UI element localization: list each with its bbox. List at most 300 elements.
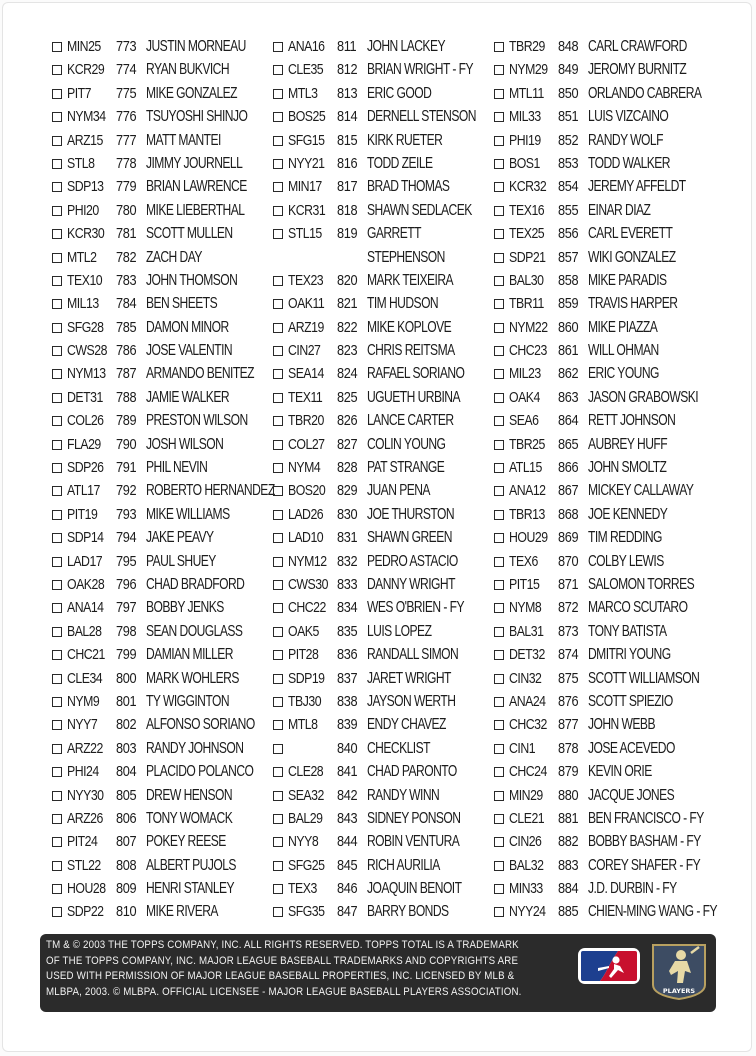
player-name: CHIEN-MING WANG - FY	[588, 903, 718, 921]
checkbox-icon[interactable]	[494, 510, 504, 520]
checkbox-icon[interactable]	[494, 580, 504, 590]
card-number: 794	[116, 529, 137, 547]
team-code: PHI20	[67, 201, 99, 219]
player-name: CARL CRAWFORD	[588, 38, 687, 55]
checklist-entry	[273, 317, 491, 340]
checkbox-icon[interactable]	[494, 720, 504, 730]
checkbox-icon[interactable]	[273, 89, 283, 99]
checkbox-icon[interactable]	[494, 650, 504, 660]
team-code: LAD10	[288, 529, 324, 547]
checkbox-icon[interactable]	[52, 89, 62, 99]
checkbox-icon[interactable]	[52, 791, 62, 801]
player-name: MIKE LIEBERTHAL	[146, 201, 245, 219]
checkbox-icon[interactable]	[273, 346, 283, 356]
checkbox-icon[interactable]	[273, 697, 283, 707]
player-name: UGUETH URBINA	[367, 388, 460, 406]
card-number: 798	[116, 622, 137, 640]
card-number: 871	[558, 575, 579, 593]
checklist-entry	[52, 434, 270, 457]
checkbox-icon[interactable]	[494, 393, 504, 403]
checklist-entry	[273, 363, 491, 386]
card-number: 869	[558, 529, 579, 547]
card-number: 884	[558, 880, 579, 898]
checkbox-icon[interactable]	[52, 416, 62, 426]
checkbox-icon[interactable]	[494, 533, 504, 543]
checkbox-icon[interactable]	[273, 627, 283, 637]
checklist-entry	[494, 317, 712, 340]
card-number: 801	[116, 692, 137, 710]
team-code: BAL30	[509, 271, 544, 289]
team-code: ATL17	[67, 482, 100, 500]
checklist-entry	[494, 270, 712, 293]
checkbox-icon[interactable]	[273, 299, 283, 309]
checkbox-icon[interactable]	[273, 206, 283, 216]
checkbox-icon[interactable]	[273, 650, 283, 660]
card-number: 881	[558, 809, 579, 827]
player-name: RETT JOHNSON	[588, 412, 676, 430]
checkbox-icon[interactable]	[273, 603, 283, 613]
card-number: 810	[116, 903, 137, 921]
player-name: POKEY REESE	[146, 833, 226, 851]
checklist-entry	[52, 901, 270, 924]
checkbox-icon[interactable]	[273, 416, 283, 426]
card-number: 844	[337, 833, 358, 851]
checkbox-icon[interactable]	[494, 299, 504, 309]
team-code: KCR32	[509, 178, 547, 196]
player-name: BOBBY JENKS	[146, 599, 224, 617]
checkbox-icon[interactable]	[52, 580, 62, 590]
checkbox-icon[interactable]	[494, 463, 504, 473]
checklist-entry	[52, 668, 270, 691]
checkbox-icon[interactable]	[52, 229, 62, 239]
checkbox-icon[interactable]	[52, 907, 62, 917]
team-code: NYY21	[288, 154, 325, 172]
checklist-entry	[52, 176, 270, 199]
checklist-entry	[273, 785, 491, 808]
player-name: BEN SHEETS	[146, 295, 218, 313]
checkbox-icon[interactable]	[273, 557, 283, 567]
player-name: MIKE PIAZZA	[588, 318, 658, 336]
checkbox-icon[interactable]	[52, 206, 62, 216]
team-code: SFG15	[288, 131, 325, 149]
checkbox-icon[interactable]	[52, 767, 62, 777]
checklist-entry	[52, 761, 270, 784]
checkbox-icon[interactable]	[52, 650, 62, 660]
checkbox-icon[interactable]	[52, 346, 62, 356]
checklist-entry	[494, 363, 712, 386]
card-number: 787	[116, 365, 137, 383]
team-code: CHC32	[509, 716, 547, 734]
card-number: 851	[558, 108, 579, 126]
team-code: TBR13	[509, 505, 545, 523]
checkbox-icon[interactable]	[494, 814, 504, 824]
card-number: 797	[116, 599, 137, 617]
checkbox-icon[interactable]	[494, 253, 504, 263]
team-code: OAK4	[509, 388, 540, 406]
player-name: SCOTT MULLEN	[146, 225, 233, 243]
checkbox-icon[interactable]	[52, 253, 62, 263]
checkbox-icon[interactable]	[52, 323, 62, 333]
team-code: CLE34	[67, 669, 103, 687]
player-name: JAMIE WALKER	[146, 388, 230, 406]
card-number: 800	[116, 669, 137, 687]
checkbox-icon[interactable]	[494, 627, 504, 637]
player-name: JOSE VALENTIN	[146, 342, 233, 360]
checkbox-icon[interactable]	[273, 767, 283, 777]
player-name: ZACH DAY	[146, 248, 202, 266]
checklist-entry	[273, 270, 491, 293]
team-code: MTL3	[288, 84, 318, 102]
player-name: TIM REDDING	[588, 529, 662, 547]
checkbox-icon[interactable]	[52, 533, 62, 543]
card-number: 834	[337, 599, 358, 617]
checkbox-icon[interactable]	[52, 814, 62, 824]
checklist-entry	[273, 761, 491, 784]
checkbox-icon[interactable]	[52, 744, 62, 754]
team-code: OAK11	[288, 295, 325, 313]
checkbox-icon[interactable]	[273, 580, 283, 590]
card-number: 809	[116, 880, 137, 898]
checkbox-icon[interactable]	[273, 112, 283, 122]
card-number: 777	[116, 131, 137, 149]
card-number: 840	[337, 739, 358, 757]
checklist-entry	[494, 831, 712, 854]
checklist-entry	[494, 901, 718, 924]
checkbox-icon[interactable]	[494, 65, 504, 75]
player-name: MIKE PARADIS	[588, 271, 667, 289]
checkbox-icon[interactable]	[494, 884, 504, 894]
card-number: 806	[116, 809, 137, 827]
checkbox-icon[interactable]	[273, 323, 283, 333]
card-number: 781	[116, 225, 137, 243]
checklist-entry	[273, 83, 491, 106]
player-name: WILL OHMAN	[588, 342, 659, 360]
team-code: SDP19	[288, 669, 325, 687]
checklist-entry	[52, 644, 270, 667]
checkbox-icon[interactable]	[52, 697, 62, 707]
card-number: 849	[558, 61, 579, 79]
checkbox-icon[interactable]	[52, 440, 62, 450]
checkbox-icon[interactable]	[494, 159, 504, 169]
checklist-entry	[273, 901, 491, 924]
checkbox-icon[interactable]	[52, 463, 62, 473]
checkbox-icon[interactable]	[494, 369, 504, 379]
checklist-entry	[494, 551, 712, 574]
player-name: JEREMY AFFELDT	[588, 178, 686, 196]
team-code: NYM8	[509, 599, 542, 617]
checkbox-icon[interactable]	[494, 557, 504, 567]
checkbox-icon[interactable]	[273, 463, 283, 473]
checkbox-icon[interactable]	[273, 159, 283, 169]
checklist-entry	[494, 761, 712, 784]
card-number: 828	[337, 459, 358, 477]
checkbox-icon[interactable]	[52, 486, 62, 496]
card-number: 868	[558, 505, 579, 523]
team-code: ANA12	[509, 482, 546, 500]
checkbox-icon[interactable]	[494, 486, 504, 496]
player-name: RANDY WINN	[367, 786, 440, 804]
player-name: AUBREY HUFF	[588, 435, 668, 453]
team-code: CWS30	[288, 575, 328, 593]
checkbox-icon[interactable]	[52, 276, 62, 286]
checkbox-icon[interactable]	[494, 861, 504, 871]
player-name: JOHN SMOLTZ	[588, 459, 667, 477]
checkbox-icon[interactable]	[273, 744, 283, 754]
team-code: TBR11	[509, 295, 544, 313]
player-name: ARMANDO BENITEZ	[146, 365, 255, 383]
player-name: HENRI STANLEY	[146, 880, 235, 898]
checkbox-icon[interactable]	[52, 112, 62, 122]
checkbox-icon[interactable]	[273, 791, 283, 801]
checkbox-icon[interactable]	[52, 393, 62, 403]
checkbox-icon[interactable]	[52, 65, 62, 75]
checkbox-icon[interactable]	[52, 557, 62, 567]
card-number: 875	[558, 669, 579, 687]
player-name: BOBBY BASHAM - FY	[588, 833, 701, 851]
checkbox-icon[interactable]	[52, 159, 62, 169]
card-number: 877	[558, 716, 579, 734]
player-name: KEVIN ORIE	[588, 763, 652, 781]
checklist-entry	[52, 855, 270, 878]
player-name: LUIS LOPEZ	[367, 622, 432, 640]
team-code: TEX6	[509, 552, 538, 570]
checkbox-icon[interactable]	[273, 136, 283, 146]
card-number: 879	[558, 763, 579, 781]
card-number: 831	[337, 529, 358, 547]
checkbox-icon[interactable]	[52, 627, 62, 637]
checkbox-icon[interactable]	[494, 276, 504, 286]
team-code: PIT15	[509, 575, 540, 593]
checkbox-icon[interactable]	[494, 837, 504, 847]
team-code: STL8	[67, 154, 95, 172]
checkbox-icon[interactable]	[273, 861, 283, 871]
checkbox-icon[interactable]	[273, 533, 283, 543]
checkbox-icon[interactable]	[494, 791, 504, 801]
player-name: JAYSON WERTH	[367, 692, 456, 710]
player-name: ALFONSO SORIANO	[146, 716, 255, 734]
card-number: 842	[337, 786, 358, 804]
team-code: CLE28	[288, 763, 324, 781]
checklist-entry	[273, 527, 491, 550]
checkbox-icon[interactable]	[494, 206, 504, 216]
card-number: 818	[337, 201, 358, 219]
checklist-entry	[52, 480, 275, 503]
player-name: LANCE CARTER	[367, 412, 454, 430]
team-code: MIL13	[67, 295, 99, 313]
card-number: 812	[337, 61, 358, 79]
card-number: 885	[558, 903, 579, 921]
checkbox-icon[interactable]	[494, 136, 504, 146]
team-code: CLE21	[509, 809, 545, 827]
checkbox-icon[interactable]	[273, 907, 283, 917]
checklist-entry	[273, 714, 491, 737]
checkbox-icon[interactable]	[52, 42, 62, 52]
player-name: BEN FRANCISCO - FY	[588, 809, 704, 827]
checklist-entry	[273, 153, 491, 176]
checklist-entry	[52, 691, 270, 714]
checklist-entry	[273, 36, 491, 59]
player-name: RAFAEL SORIANO	[367, 365, 465, 383]
checklist-entry	[273, 878, 491, 901]
player-name: BRIAN WRIGHT - FY	[367, 61, 474, 79]
checkbox-icon[interactable]	[52, 182, 62, 192]
checkbox-icon[interactable]	[52, 861, 62, 871]
checklist-entry	[52, 597, 270, 620]
checkbox-icon[interactable]	[273, 65, 283, 75]
legal-text: TM & © 2003 THE TOPPS COMPANY, INC. ALL RIGHTS RESERVED. TOPPS TOTAL IS A TRADEMARK OF THE TOPPS COMPANY, INC. MAJOR LEAGUE BASEBALL TRADEMARKS AND COPYRIGHTS ARE USED WITH PERMISSION OF MAJOR LEAGUE BASEBALL PROPERTIES, INC. LICENSED BY MLB & MLBPA, 2003. © MLBPA. OFFICIAL LICENSEE - MAJOR LEAGUE BASEBALL PLAYERS ASSOCIATION.	[46, 939, 522, 998]
checkbox-icon[interactable]	[273, 369, 283, 379]
checkbox-icon[interactable]	[494, 323, 504, 333]
checkbox-icon[interactable]	[52, 674, 62, 684]
card-number: 843	[337, 809, 358, 827]
card-number: 839	[337, 716, 358, 734]
team-code: NYM22	[509, 318, 548, 336]
player-name: WIKI GONZALEZ	[588, 248, 676, 266]
card-number: 791	[116, 459, 137, 477]
checkbox-icon[interactable]	[52, 369, 62, 379]
player-name: RANDALL SIMON	[367, 646, 459, 664]
team-code: MIL23	[509, 365, 541, 383]
checkbox-icon[interactable]	[52, 603, 62, 613]
team-code: ARZ26	[67, 809, 103, 827]
checkbox-icon[interactable]	[494, 674, 504, 684]
team-code: SEA32	[288, 786, 324, 804]
checklist-entry	[273, 668, 491, 691]
team-code: TEX16	[509, 201, 545, 219]
card-number: 874	[558, 646, 579, 664]
player-name: MARCO SCUTARO	[588, 599, 688, 617]
checkbox-icon[interactable]	[273, 837, 283, 847]
team-code: SEA6	[509, 412, 539, 430]
checklist-entry	[494, 247, 712, 270]
checkbox-icon[interactable]	[273, 720, 283, 730]
checklist-entry	[52, 130, 270, 153]
team-code: SDP13	[67, 178, 104, 196]
team-code: SDP26	[67, 459, 104, 477]
checklist-entry	[494, 597, 712, 620]
checkbox-icon[interactable]	[273, 393, 283, 403]
checkbox-icon[interactable]	[52, 136, 62, 146]
player-name: LUIS VIZCAINO	[588, 108, 669, 126]
player-name: RANDY JOHNSON	[146, 739, 244, 757]
team-code: ATL15	[509, 459, 542, 477]
card-number: 807	[116, 833, 137, 851]
checkbox-icon[interactable]	[52, 884, 62, 894]
checkbox-icon[interactable]	[494, 697, 504, 707]
card-number: 815	[337, 131, 358, 149]
team-code: NYY30	[67, 786, 104, 804]
checkbox-icon[interactable]	[494, 346, 504, 356]
checklist-entry	[52, 878, 270, 901]
checkbox-icon[interactable]	[273, 42, 283, 52]
card-number: 876	[558, 692, 579, 710]
checklist-entry	[52, 153, 270, 176]
team-code: CHC23	[509, 342, 547, 360]
player-name: CHECKLIST	[367, 739, 430, 757]
player-name: MIKE GONZALEZ	[146, 84, 237, 102]
checkbox-icon[interactable]	[494, 416, 504, 426]
team-code: MTL11	[509, 84, 544, 102]
player-name: DAMIAN MILLER	[146, 646, 233, 664]
checkbox-icon[interactable]	[273, 276, 283, 286]
checklist-entry	[273, 808, 491, 831]
team-code: MTL8	[288, 716, 318, 734]
card-number: 814	[337, 108, 358, 126]
team-code: NYM4	[288, 459, 321, 477]
team-code: TEX11	[288, 388, 323, 406]
checkbox-icon[interactable]	[494, 603, 504, 613]
checkbox-icon[interactable]	[494, 229, 504, 239]
team-code: PIT7	[67, 84, 92, 102]
card-number: 773	[116, 38, 137, 55]
checkbox-icon[interactable]	[52, 837, 62, 847]
player-name: DAMON MINOR	[146, 318, 229, 336]
checkbox-icon[interactable]	[494, 112, 504, 122]
team-code: CHC21	[67, 646, 105, 664]
checkbox-icon[interactable]	[273, 182, 283, 192]
card-number: 872	[558, 599, 579, 617]
checkbox-icon[interactable]	[273, 229, 283, 239]
checkbox-icon[interactable]	[52, 510, 62, 520]
checkbox-icon[interactable]	[273, 674, 283, 684]
checkbox-icon[interactable]	[273, 884, 283, 894]
team-code: CIN27	[288, 342, 321, 360]
team-code: KCR31	[288, 201, 326, 219]
checklist-entry	[52, 200, 270, 223]
team-code: TBR20	[288, 412, 324, 430]
team-code: NYM29	[509, 61, 548, 79]
checklist-entry	[494, 808, 712, 831]
card-number: 824	[337, 365, 358, 383]
team-code: DET32	[509, 646, 545, 664]
checkbox-icon[interactable]	[494, 744, 504, 754]
checklist-entry	[273, 387, 491, 410]
players-logo-text: PLAYERS	[662, 987, 696, 995]
checklist-entry	[273, 691, 491, 714]
checkbox-icon[interactable]	[494, 440, 504, 450]
player-name: DERNELL STENSON	[367, 108, 476, 126]
card-number: 863	[558, 388, 579, 406]
checkbox-icon[interactable]	[494, 89, 504, 99]
checklist-entry	[273, 340, 491, 363]
team-code: MIN33	[509, 880, 543, 898]
checkbox-icon[interactable]	[494, 767, 504, 777]
card-number: 832	[337, 552, 358, 570]
checkbox-icon[interactable]	[494, 42, 504, 52]
player-name: JIMMY JOURNELL	[146, 154, 243, 172]
checkbox-icon[interactable]	[273, 486, 283, 496]
checkbox-icon[interactable]	[52, 720, 62, 730]
player-name: TODD WALKER	[588, 154, 670, 172]
checkbox-icon[interactable]	[494, 182, 504, 192]
checklist-entry	[52, 106, 270, 129]
checklist-entry	[273, 200, 491, 223]
checklist-entry	[494, 410, 712, 433]
checkbox-icon[interactable]	[273, 440, 283, 450]
player-name: MIKE WILLIAMS	[146, 505, 230, 523]
card-number: 870	[558, 552, 579, 570]
checklist-entry	[273, 410, 491, 433]
checkbox-icon[interactable]	[494, 907, 504, 917]
checklist-entry	[494, 785, 712, 808]
team-code: CIN1	[509, 739, 536, 757]
checkbox-icon[interactable]	[273, 510, 283, 520]
team-code: TBR29	[509, 38, 545, 55]
team-code: OAK5	[288, 622, 319, 640]
team-code: PIT28	[288, 646, 319, 664]
checkbox-icon[interactable]	[52, 299, 62, 309]
checkbox-icon[interactable]	[273, 814, 283, 824]
